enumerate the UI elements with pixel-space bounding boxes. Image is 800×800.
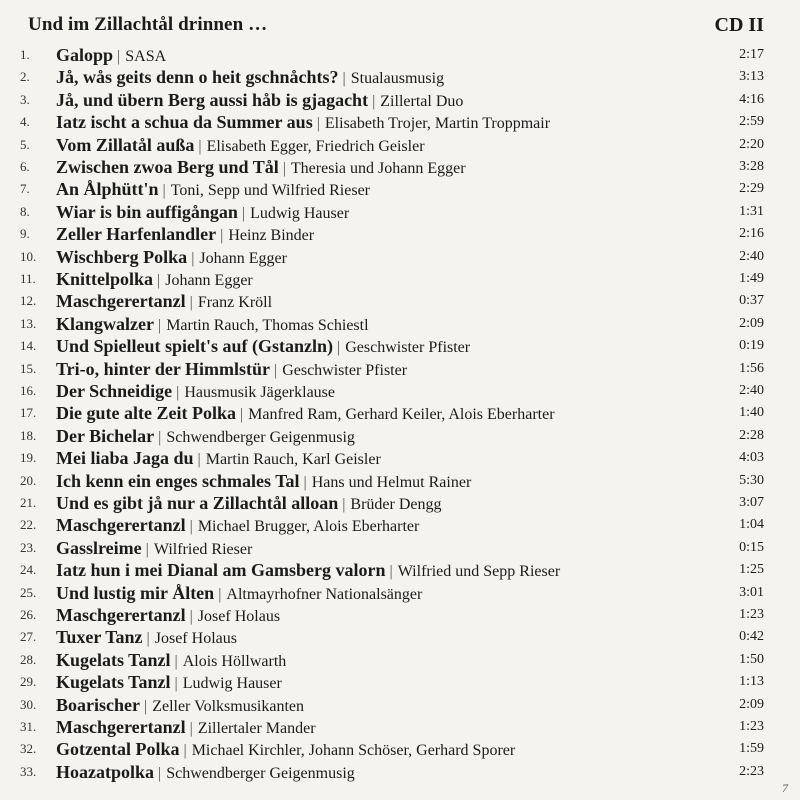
track-title: Die gute alte Zeit Polka [56,403,236,424]
track-number: 33. [20,763,37,779]
track-row [20,201,780,223]
track-duration: 0:37 [739,293,764,309]
track-artist: Schwendberger Geigenmusig [166,764,355,782]
track-number: 14. [20,338,37,354]
track-duration: 2:40 [739,248,764,264]
track-title: Wiar is bin auffigångan [56,201,238,222]
track-artist: Schwendberger Geigenmusig [166,428,355,446]
track-entry [56,649,286,673]
track-number: 16. [20,383,37,398]
track-row [20,761,780,783]
track-row [20,470,780,492]
separator-bar: | [316,115,320,133]
track-duration: 0:15 [739,539,764,555]
track-artist: Elisabeth Trojer, Martin Troppmair [324,115,551,133]
track-entry [56,89,463,113]
track-artist: Toni, Sepp und Wilfried Rieser [170,182,370,200]
separator-bar: | [303,473,307,491]
track-number: 29. [20,674,37,690]
separator-bar: | [197,451,201,469]
track-duration: 1:25 [739,562,764,578]
track-artist: Wilfried Rieser [153,540,253,558]
track-artist: Alois Höllwarth [182,652,287,670]
track-number: 17. [20,405,37,421]
track-duration: 4:16 [739,91,764,107]
track-duration: 2:28 [739,427,764,443]
track-row [20,738,780,760]
track-duration: 2:23 [739,763,764,779]
separator-bar: | [342,70,346,88]
track-number: 3. [20,91,30,107]
track-title: Gasslreime [56,537,142,558]
track-entry [56,223,314,247]
track-number: 20. [20,472,37,488]
track-entry [56,694,304,718]
track-number: 4. [20,114,30,130]
track-artist: Franz Kröll [197,294,273,312]
separator-bar: | [145,540,149,558]
separator-bar: | [174,675,178,693]
track-duration: 1:56 [739,360,764,376]
track-row [20,716,780,738]
track-number: 11. [20,271,36,286]
track-number: 25. [20,584,37,600]
track-artist: Zillertal Duo [380,92,464,110]
track-duration: 4:03 [739,450,764,466]
track-entry [56,66,444,90]
track-artist: Ludwig Hauser [182,675,282,693]
track-entry [56,470,471,494]
separator-bar: | [162,182,166,200]
separator-bar: | [191,249,195,267]
track-number: 5. [20,136,30,152]
separator-bar: | [117,48,121,65]
track-duration: 1:40 [739,405,764,421]
track-row [20,447,780,469]
separator-bar: | [389,563,393,581]
track-entry [56,604,280,628]
track-title: Kugelats Tanzl [56,649,171,670]
track-duration: 3:13 [739,69,764,85]
track-duration: 3:28 [739,159,764,174]
track-duration: 1:23 [739,719,764,734]
track-artist: Zillertaler Mander [197,720,316,737]
track-row [20,358,780,380]
track-title: Kugelats Tanzl [56,672,171,693]
separator-bar: | [176,384,180,401]
track-entry [56,290,272,314]
track-number: 8. [20,203,30,219]
track-artist: Theresia und Johann Egger [290,160,466,177]
track-number: 1. [20,47,30,62]
track-number: 22. [20,517,37,533]
track-number: 13. [20,315,37,331]
separator-bar: | [189,518,193,536]
track-number: 32. [20,741,37,757]
track-entry [56,134,425,158]
track-row [20,223,780,245]
track-title: Jå, und übern Berg aussi håb is gjagacht [56,89,369,110]
track-entry [56,156,466,180]
track-title: Iatz ischt a schua da Summer aus [56,112,313,133]
track-row [20,44,780,66]
separator-bar: | [220,227,224,245]
track-row [20,559,780,581]
track-duration: 2:20 [739,136,764,152]
separator-bar: | [174,652,178,670]
track-title: Zwischen zwoa Berg und Tål [56,157,279,177]
track-row [20,156,780,178]
track-row [20,268,780,290]
track-title: Wischberg Polka [56,246,188,267]
track-number: 31. [20,719,37,734]
track-title: Der Schneidige [56,381,173,401]
track-entry [56,761,355,785]
separator-bar: | [157,272,161,289]
track-artist: Brüder Dengg [350,496,442,513]
track-title: Tri-o, hinter der Himmlstür [56,358,270,379]
separator-bar: | [218,585,222,603]
separator-bar: | [146,630,150,648]
separator-bar: | [241,204,246,222]
track-artist: Stualausmusig [350,70,445,88]
track-entry [56,738,515,762]
track-row [20,89,780,111]
track-entry [56,380,335,404]
track-row [20,111,780,133]
track-artist: SASA [125,48,167,65]
track-title: Knittelpolka [56,269,154,289]
track-title: Maschgerertanzl [56,291,186,312]
track-number: 21. [20,495,37,510]
track-duration: 1:49 [739,271,764,286]
track-title: Maschgerertanzl [56,515,186,536]
track-artist: Josef Holaus [154,630,237,648]
track-entry [56,671,282,695]
separator-bar: | [189,294,193,312]
track-entry [56,514,419,538]
track-entry [56,402,555,426]
track-number: 9. [20,226,30,242]
track-duration: 0:42 [739,629,764,645]
track-number: 10. [20,248,37,264]
track-row [20,694,780,716]
track-duration: 1:23 [739,607,764,622]
separator-bar: | [189,608,193,625]
track-title: Jå, wås geits denn o heit gschnåchts? [56,67,339,88]
track-duration: 2:16 [739,226,764,242]
track-title: Maschgerertanzl [56,717,186,737]
track-row [20,66,780,88]
track-artist: Manfred Ram, Gerhard Keiler, Alois Eberharter [248,406,555,424]
track-title: An Ålphütt'n [56,179,159,200]
track-artist: Elisabeth Egger, Friedrich Geisler [206,137,425,155]
track-row [20,626,780,648]
track-duration: 2:09 [739,315,764,331]
separator-bar: | [337,339,341,357]
track-entry [56,559,560,583]
track-entry [56,246,287,270]
page-number: 7 [782,781,788,795]
track-entry [56,178,370,202]
separator-bar: | [239,406,244,424]
track-title: Zeller Harfenlandler [56,224,217,245]
track-row [20,313,780,335]
track-duration: 1:59 [739,741,764,757]
track-artist: Michael Kirchler, Johann Schöser, Gerhard Sporer [191,742,516,760]
track-title: Galopp [56,45,114,65]
separator-bar: | [282,160,286,177]
track-title: Gotzental Polka [56,739,180,760]
track-number: 2. [20,69,30,85]
track-entry [56,111,550,135]
track-duration: 2:59 [739,114,764,130]
track-row [20,380,780,402]
track-entry [56,582,422,606]
track-number: 18. [20,427,37,443]
track-title: Der Bichelar [56,425,155,446]
track-number: 19. [20,450,37,466]
track-artist: Ludwig Hauser [250,204,350,222]
track-entry [56,268,253,292]
track-row [20,246,780,268]
track-row [20,671,780,693]
track-row [20,537,780,559]
track-title: Ich kenn ein enges schmales Tal [56,470,300,491]
track-title: Maschgerertanzl [56,605,186,625]
separator-bar: | [372,92,376,110]
track-artist: Martin Rauch, Thomas Schiestl [166,316,369,334]
track-row [20,582,780,604]
track-artist: Johann Egger [199,249,287,267]
track-row [20,335,780,357]
track-row [20,134,780,156]
track-title: Und es gibt jå nur a Zillachtål alloan [56,493,339,513]
track-entry [56,447,381,471]
track-duration: 5:30 [739,472,764,488]
track-row [20,649,780,671]
page-header [20,6,780,40]
separator-bar: | [273,361,278,379]
track-entry [56,716,316,740]
track-entry [56,358,407,382]
track-duration: 3:01 [739,584,764,600]
album-title: Und im Zillachtål drinnen … [28,14,268,35]
track-number: 12. [20,293,37,309]
track-title: Iatz hun i mei Dianal am Gamsberg valorn [56,560,386,581]
track-artist: Geschwister Pfister [345,339,471,357]
track-number: 30. [20,696,37,712]
track-duration: 0:19 [739,338,764,354]
track-row [20,604,780,626]
track-artist: Josef Holaus [197,608,281,625]
track-row [20,514,780,536]
track-entry [56,626,237,650]
cd-label: CD II [714,14,764,36]
track-artist: Hausmusik Jägerklause [184,384,336,401]
track-number: 23. [20,539,37,555]
track-title: Mei liaba Jaga du [56,448,194,469]
track-row [20,492,780,514]
track-duration: 1:13 [739,674,764,690]
track-entry [56,335,470,359]
track-entry [56,201,349,225]
track-title: Und Spielleut spielt's auf (Gstanzln) [56,336,334,357]
track-number: 24. [20,562,37,578]
track-duration: 2:17 [739,47,764,62]
track-artist: Hans und Helmut Rainer [311,473,472,491]
separator-bar: | [183,742,187,760]
track-list [20,44,780,784]
track-artist: Martin Rauch, Karl Geisler [205,451,381,469]
track-number: 7. [20,181,30,197]
track-artist: Heinz Binder [228,227,315,245]
track-duration: 1:04 [739,517,764,533]
track-artist: Zeller Volksmusikanten [152,697,305,715]
track-duration: 2:29 [739,181,764,197]
track-title: Hoazatpolka [56,761,155,782]
track-artist: Geschwister Pfister [282,361,408,379]
track-title: Boarischer [56,694,140,715]
track-title: Tuxer Tanz [56,627,143,648]
track-duration: 3:07 [739,495,764,510]
track-entry [56,425,355,449]
track-row [20,290,780,312]
separator-bar: | [342,496,346,513]
track-title: Und lustig mir Ålten [56,582,215,603]
track-entry [56,492,442,516]
track-duration: 2:40 [739,383,764,398]
track-row [20,402,780,424]
track-duration: 2:09 [739,696,764,712]
track-number: 6. [20,159,30,174]
track-artist: Altmayrhofner Nationalsänger [226,585,423,603]
track-duration: 1:31 [739,203,764,219]
separator-bar: | [189,720,193,737]
track-entry [56,313,369,337]
track-entry [56,44,166,68]
track-artist: Johann Egger [165,272,253,289]
track-title: Vom Zillatål außa [56,134,195,155]
track-duration: 1:50 [739,651,764,667]
separator-bar: | [157,316,162,334]
track-row [20,425,780,447]
track-title: Klangwalzer [56,313,154,334]
separator-bar: | [158,428,162,446]
track-row [20,178,780,200]
separator-bar: | [143,697,148,715]
track-entry [56,537,252,561]
separator-bar: | [198,137,202,155]
track-artist: Michael Brugger, Alois Eberharter [197,518,420,536]
track-number: 27. [20,629,37,645]
track-artist: Wilfried und Sepp Rieser [397,563,561,581]
track-number: 28. [20,651,37,667]
separator-bar: | [158,764,162,782]
track-number: 26. [20,607,37,622]
track-number: 15. [20,360,37,376]
